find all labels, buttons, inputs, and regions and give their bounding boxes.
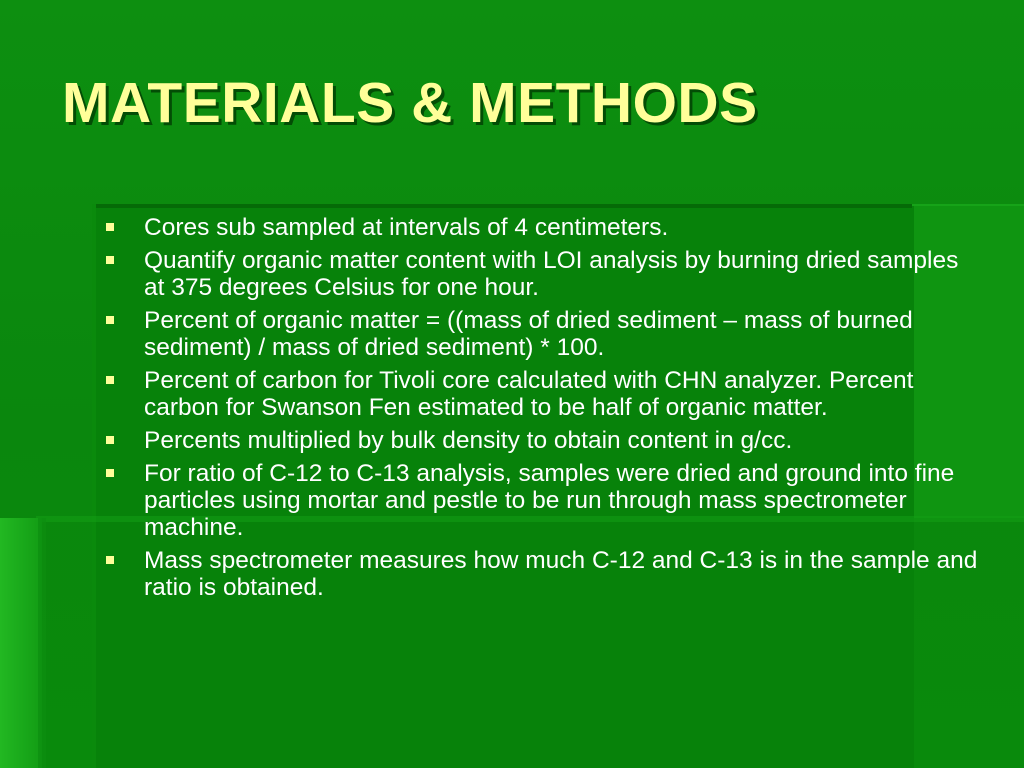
decorative-panel-left-edge [38,518,46,768]
bullet-item [104,307,984,361]
square-bullet-icon [106,316,114,324]
bullet-item [104,547,984,601]
bullet-item [104,460,984,541]
content-panel-top-border [94,204,912,208]
square-bullet-icon [106,223,114,231]
square-bullet-icon [106,556,114,564]
slide-title: MATERIALS & METHODS [62,71,758,135]
bullet-item [104,367,984,421]
decorative-panel-left [0,518,42,768]
square-bullet-icon [106,436,114,444]
bullet-item [104,427,984,454]
bullet-text: Quantify organic matter content with LOI analysis by burning dried samples at 375 degrees Celsius for one hour. [144,247,959,301]
square-bullet-icon [106,256,114,264]
content-panel-left-border [92,204,96,768]
bullet-text: Cores sub sampled at intervals of 4 centimeters. [144,214,669,241]
square-bullet-icon [106,469,114,477]
bullet-item [104,247,984,301]
square-bullet-icon [106,376,114,384]
bullet-text: Mass spectrometer measures how much C-12 and C-13 is in the sample and ratio is obtained. [144,547,978,601]
bullet-list [104,214,984,607]
bullet-text: Percent of organic matter = ((mass of dried sediment – mass of burned sediment) / mass of dried sediment) * 100. [144,307,913,361]
bullet-text: Percent of carbon for Tivoli core calculated with CHN analyzer. Percent carbon for Swanson Fen estimated to be half of organic matter. [144,367,914,421]
bullet-text: For ratio of C-12 to C-13 analysis, samples were dried and ground into fine particles using mortar and pestle to be run through mass spectrometer machine. [144,460,955,541]
bullet-text: Percents multiplied by bulk density to obtain content in g/cc. [144,427,793,454]
bullet-item [104,214,984,241]
